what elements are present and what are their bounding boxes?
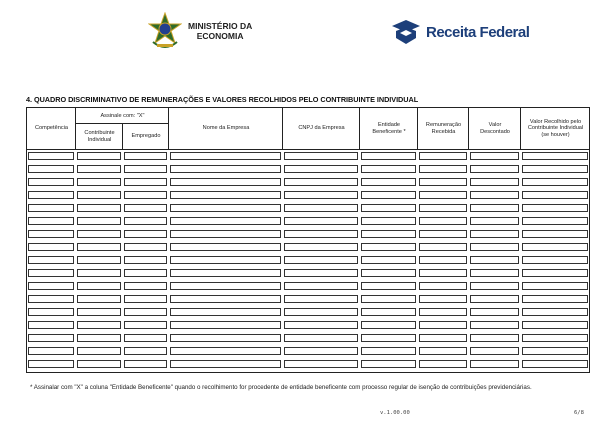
contribuinte-check-cell[interactable] [77,269,121,277]
agency-name: Receita Federal [426,23,530,41]
contribuinte-check-cell[interactable] [77,360,121,368]
contribuinte-check-cell[interactable] [77,282,121,290]
header-divider [75,108,76,149]
remuneracao-cell[interactable] [419,256,467,264]
remuneracao-cell[interactable] [419,230,467,238]
contribuinte-check-cell[interactable] [77,295,121,303]
header-divider [520,108,521,149]
empresa-cell[interactable] [170,256,281,264]
cnpj-cell[interactable] [284,165,358,173]
entidade-check-cell[interactable] [361,282,416,290]
valor-recolhido-cell[interactable] [522,217,588,225]
header-entidade-beneficente: Entidade Beneficente * [372,122,406,135]
table-row [27,254,589,267]
entidade-check-cell[interactable] [361,204,416,212]
empregado-check-cell[interactable] [124,282,167,290]
entidade-check-cell[interactable] [361,165,416,173]
contribuinte-check-cell[interactable] [77,321,121,329]
empregado-check-cell[interactable] [124,269,167,277]
valor-recolhido-cell[interactable] [522,152,588,160]
empregado-check-cell[interactable] [124,230,167,238]
entidade-check-cell[interactable] [361,347,416,355]
valor-descontado-cell[interactable] [470,178,519,186]
remuneracao-cell[interactable] [419,191,467,199]
valor-recolhido-cell[interactable] [522,295,588,303]
valor-descontado-cell[interactable] [470,256,519,264]
empregado-check-cell[interactable] [124,256,167,264]
cnpj-cell[interactable] [284,347,358,355]
valor-recolhido-cell[interactable] [522,230,588,238]
contribuinte-check-cell[interactable] [77,152,121,160]
remuneracao-cell[interactable] [419,321,467,329]
remuneracao-cell[interactable] [419,217,467,225]
empregado-check-cell[interactable] [124,217,167,225]
valor-recolhido-cell[interactable] [522,178,588,186]
header-assinale: Assinale com: "X" [100,112,145,119]
receita-federal-icon [390,18,422,46]
table-row [27,345,589,358]
header-nome-empresa: Nome da Empresa [202,125,250,132]
competencia-cell[interactable] [28,347,74,355]
cnpj-cell[interactable] [284,256,358,264]
header-divider [468,108,469,149]
cnpj-cell[interactable] [284,334,358,342]
entidade-check-cell[interactable] [361,308,416,316]
empresa-cell[interactable] [170,165,281,173]
empresa-cell[interactable] [170,217,281,225]
remuneracao-cell[interactable] [419,347,467,355]
valor-descontado-cell[interactable] [470,230,519,238]
table-row [27,189,589,202]
competencia-cell[interactable] [28,191,74,199]
cnpj-cell[interactable] [284,321,358,329]
table-row [27,267,589,280]
empresa-cell[interactable] [170,282,281,290]
header-divider [168,108,169,149]
valor-descontado-cell[interactable] [470,269,519,277]
contribuinte-check-cell[interactable] [77,308,121,316]
cnpj-cell[interactable] [284,191,358,199]
table-row [27,319,589,332]
contribuinte-check-cell[interactable] [77,204,121,212]
empresa-cell[interactable] [170,308,281,316]
table-body [27,150,589,372]
competencia-cell[interactable] [28,295,74,303]
table-row [27,176,589,189]
contribuinte-check-cell[interactable] [77,178,121,186]
cnpj-cell[interactable] [284,178,358,186]
entidade-check-cell[interactable] [361,230,416,238]
competencia-cell[interactable] [28,165,74,173]
empregado-check-cell[interactable] [124,178,167,186]
page-header [0,0,611,80]
valor-descontado-cell[interactable] [470,321,519,329]
entidade-check-cell[interactable] [361,152,416,160]
cnpj-cell[interactable] [284,243,358,251]
competencia-cell[interactable] [28,178,74,186]
remuneracao-cell[interactable] [419,243,467,251]
valor-recolhido-cell[interactable] [522,282,588,290]
valor-recolhido-cell[interactable] [522,256,588,264]
cnpj-cell[interactable] [284,360,358,368]
valor-recolhido-cell[interactable] [522,321,588,329]
competencia-cell[interactable] [28,321,74,329]
table-row [27,241,589,254]
contribuinte-check-cell[interactable] [77,256,121,264]
table-row [27,332,589,345]
header-divider [359,108,360,149]
remuneracao-cell[interactable] [419,269,467,277]
table-row [27,202,589,215]
valor-descontado-cell[interactable] [470,191,519,199]
empregado-check-cell[interactable] [124,334,167,342]
header-divider [417,108,418,149]
competencia-cell[interactable] [28,204,74,212]
contribuinte-check-cell[interactable] [77,230,121,238]
contribuinte-check-cell[interactable] [77,347,121,355]
remuneracao-cell[interactable] [419,152,467,160]
section-title: 4. QUADRO DISCRIMINATIVO DE REMUNERAÇÕES E VALORES RECOLHIDOS PELO CONTRIBUINTE INDIVIDUAL [26,95,419,104]
table-row [27,215,589,228]
empregado-check-cell[interactable] [124,321,167,329]
empresa-cell[interactable] [170,204,281,212]
contribuinte-check-cell[interactable] [77,243,121,251]
valor-descontado-cell[interactable] [470,347,519,355]
table-row [27,280,589,293]
valor-descontado-cell[interactable] [470,282,519,290]
remuneracao-cell[interactable] [419,282,467,290]
coat-of-arms-icon [148,12,182,50]
valor-recolhido-cell[interactable] [522,347,588,355]
ministry-logo-block [148,12,252,50]
entidade-check-cell[interactable] [361,178,416,186]
valor-descontado-cell[interactable] [470,217,519,225]
header-divider [282,108,283,149]
remuneracao-cell[interactable] [419,308,467,316]
remuneracao-cell[interactable] [419,295,467,303]
remuneracao-cell[interactable] [419,165,467,173]
valor-descontado-cell[interactable] [470,295,519,303]
remuneracao-cell[interactable] [419,334,467,342]
receita-logo-block [390,18,529,46]
remuneracao-cell[interactable] [419,204,467,212]
table-row [27,293,589,306]
cnpj-cell[interactable] [284,295,358,303]
empregado-check-cell[interactable] [124,295,167,303]
ministry-name-line1: MINISTÉRIO DA [188,21,253,31]
entidade-check-cell[interactable] [361,360,416,368]
page-number: 6/8 [574,410,584,416]
cnpj-cell[interactable] [284,217,358,225]
competencia-cell[interactable] [28,217,74,225]
contribuinte-check-cell[interactable] [77,191,121,199]
header-cnpj: CNPJ da Empresa [298,125,345,132]
table-row [27,228,589,241]
entidade-check-cell[interactable] [361,191,416,199]
empresa-cell[interactable] [170,321,281,329]
competencia-cell[interactable] [28,230,74,238]
ministry-name-line2: ECONOMIA [196,31,244,41]
entidade-check-cell[interactable] [361,217,416,225]
cnpj-cell[interactable] [284,230,358,238]
valor-recolhido-cell[interactable] [522,243,588,251]
competencia-cell[interactable] [28,269,74,277]
header-valor-recolhido: Valor Recolhido pelo Contribuinte Individual (se houver) [527,118,584,138]
empregado-check-cell[interactable] [124,152,167,160]
version-label: v.1.00.00 [380,410,410,416]
valor-descontado-cell[interactable] [470,165,519,173]
competencia-cell[interactable] [28,308,74,316]
valor-recolhido-cell[interactable] [522,360,588,368]
empresa-cell[interactable] [170,191,281,199]
entidade-check-cell[interactable] [361,256,416,264]
valor-recolhido-cell[interactable] [522,204,588,212]
table-row [27,163,589,176]
competencia-cell[interactable] [28,243,74,251]
header-contribuinte-individual: Contribuinte Individual [84,130,115,143]
empregado-check-cell[interactable] [124,204,167,212]
valor-descontado-cell[interactable] [470,152,519,160]
competencia-cell[interactable] [28,152,74,160]
competencia-cell[interactable] [28,282,74,290]
empresa-cell[interactable] [170,295,281,303]
header-competencia: Competência [35,125,68,132]
cnpj-cell[interactable] [284,308,358,316]
cnpj-cell[interactable] [284,152,358,160]
competencia-cell[interactable] [28,334,74,342]
contribuinte-check-cell[interactable] [77,217,121,225]
entidade-check-cell[interactable] [361,334,416,342]
empresa-cell[interactable] [170,334,281,342]
empresa-cell[interactable] [170,360,281,368]
header-divider [122,123,123,149]
valor-recolhido-cell[interactable] [522,191,588,199]
cnpj-cell[interactable] [284,204,358,212]
table-row [27,358,589,371]
remuneration-table [26,107,590,373]
competencia-cell[interactable] [28,256,74,264]
empregado-check-cell[interactable] [124,360,167,368]
empregado-check-cell[interactable] [124,165,167,173]
cnpj-cell[interactable] [284,269,358,277]
empresa-cell[interactable] [170,347,281,355]
remuneracao-cell[interactable] [419,178,467,186]
header-remuneracao-recebida: Remuneração Recebida [425,122,462,135]
valor-descontado-cell[interactable] [470,308,519,316]
empregado-check-cell[interactable] [124,347,167,355]
empregado-check-cell[interactable] [124,243,167,251]
table-header [27,108,589,150]
entidade-check-cell[interactable] [361,243,416,251]
valor-recolhido-cell[interactable] [522,269,588,277]
entidade-check-cell[interactable] [361,295,416,303]
empresa-cell[interactable] [170,178,281,186]
valor-recolhido-cell[interactable] [522,165,588,173]
valor-recolhido-cell[interactable] [522,334,588,342]
valor-descontado-cell[interactable] [470,204,519,212]
empresa-cell[interactable] [170,243,281,251]
contribuinte-check-cell[interactable] [77,334,121,342]
valor-recolhido-cell[interactable] [522,308,588,316]
header-empregado: Empregado [131,133,161,140]
table-row [27,150,589,163]
empresa-cell[interactable] [170,230,281,238]
valor-descontado-cell[interactable] [470,243,519,251]
empresa-cell[interactable] [170,152,281,160]
cnpj-cell[interactable] [284,282,358,290]
header-valor-descontado: Valor Descontado [480,122,510,135]
remuneracao-cell[interactable] [419,360,467,368]
competencia-cell[interactable] [28,360,74,368]
valor-descontado-cell[interactable] [470,360,519,368]
valor-descontado-cell[interactable] [470,334,519,342]
entidade-check-cell[interactable] [361,321,416,329]
contribuinte-check-cell[interactable] [77,165,121,173]
empregado-check-cell[interactable] [124,191,167,199]
entidade-check-cell[interactable] [361,269,416,277]
table-row [27,306,589,319]
footnote: * Assinalar com "X" a coluna "Entidade Beneficente" quando o recolhimento for procedente de entidade beneficente com processo regular de isenção de contribuições previdenciárias. [30,384,532,391]
empresa-cell[interactable] [170,269,281,277]
empregado-check-cell[interactable] [124,308,167,316]
